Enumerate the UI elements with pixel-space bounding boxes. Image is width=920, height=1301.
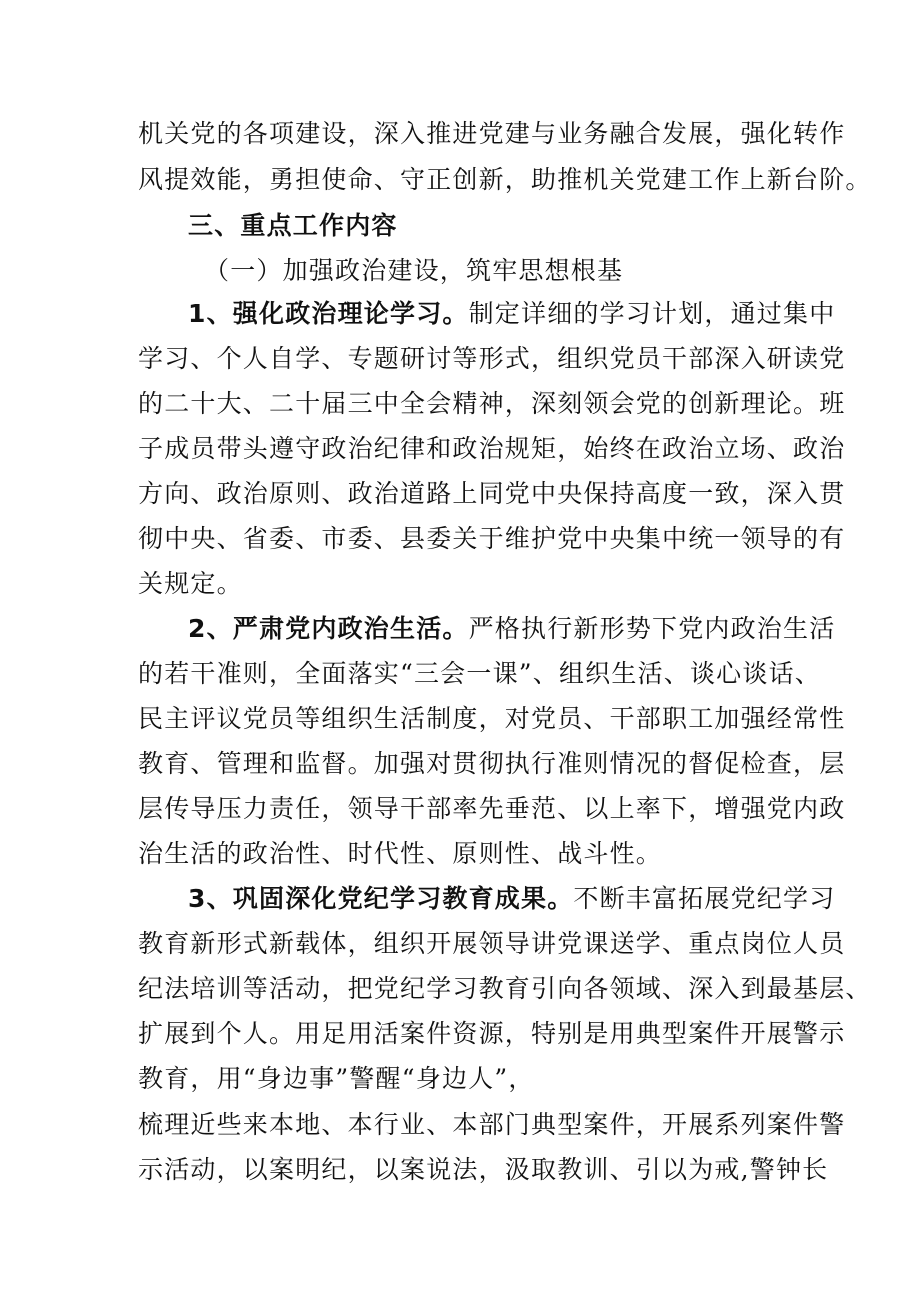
item3-title: 3、巩固深化党纪学习教育成果。 [188,884,574,913]
body-line: 治生活的政治性、时代性、原则性、战斗性。 [138,839,663,868]
item1-title: 1、强化政治理论学习。 [188,299,469,328]
body-line: 纪法培训等活动，把党纪学习教育引向各领域、深入到最基层、 [138,974,872,1003]
body-line: 示活动，以案明纪，以案说法，汲取教训、引以为戒,警钟长 [138,1155,829,1184]
body-line: 扩展到个人。用足用活案件资源，特别是用典型案件开展警示 [138,1019,846,1048]
body-line: 教育新形式新载体，组织开展领导讲党课送学、重点岗位人员 [138,929,846,958]
body-line: 关规定。 [138,569,243,598]
body-line: 梳理近些来本地、本行业、本部门典型案件，开展系列案件警 [138,1110,846,1139]
body-line: 彻中央、省委、市委、县委关于维护党中央集中统一领导的有 [138,524,846,553]
item2-title: 2、严肃党内政治生活。 [188,614,469,643]
item2-first-line [188,613,836,645]
subsection-heading: （一）加强政治建设，筑牢思想根基 [204,256,624,285]
item2-first-rest: 严格执行新形势下党内政治生活 [468,614,836,643]
body-line: 教育、管理和监督。加强对贯彻执行准则情况的督促检查，层 [138,749,846,778]
body-line: 机关党的各项建设，深入推进党建与业务融合发展，强化转作 [138,119,846,148]
body-line: 的二十大、二十届三中全会精神，深刻领会党的创新理论。班 [138,389,846,418]
item3-first-line [188,883,836,915]
body-line: 子成员带头遵守政治纪律和政治规矩，始终在政治立场、政治 [138,434,846,463]
body-line: 教育，用“身边事”警醒“身边人”， [138,1064,535,1093]
section-heading: 三、重点工作内容 [188,211,398,240]
item1-first-rest: 制定详细的学习计划，通过集中 [468,299,836,328]
body-line: 学习、个人自学、专题研讨等形式，组织党员干部深入研读党 [138,344,846,373]
item3-first-rest: 不断丰富拓展党纪学习 [573,884,836,913]
item1-first-line [188,298,836,330]
body-line: 民主评议党员等组织生活制度，对党员、干部职工加强经常性 [138,704,846,733]
body-line: 风提效能，勇担使命、守正创新，助推机关党建工作上新台阶。 [138,165,872,194]
body-line: 的若干准则，全面落实“三会一课”、组织生活、谈心谈话、 [138,659,821,688]
body-line: 层传导压力责任，领导干部率先垂范、以上率下，增强党内政 [138,794,846,823]
body-line: 方向、政治原则、政治道路上同党中央保持高度一致，深入贯 [138,479,846,508]
